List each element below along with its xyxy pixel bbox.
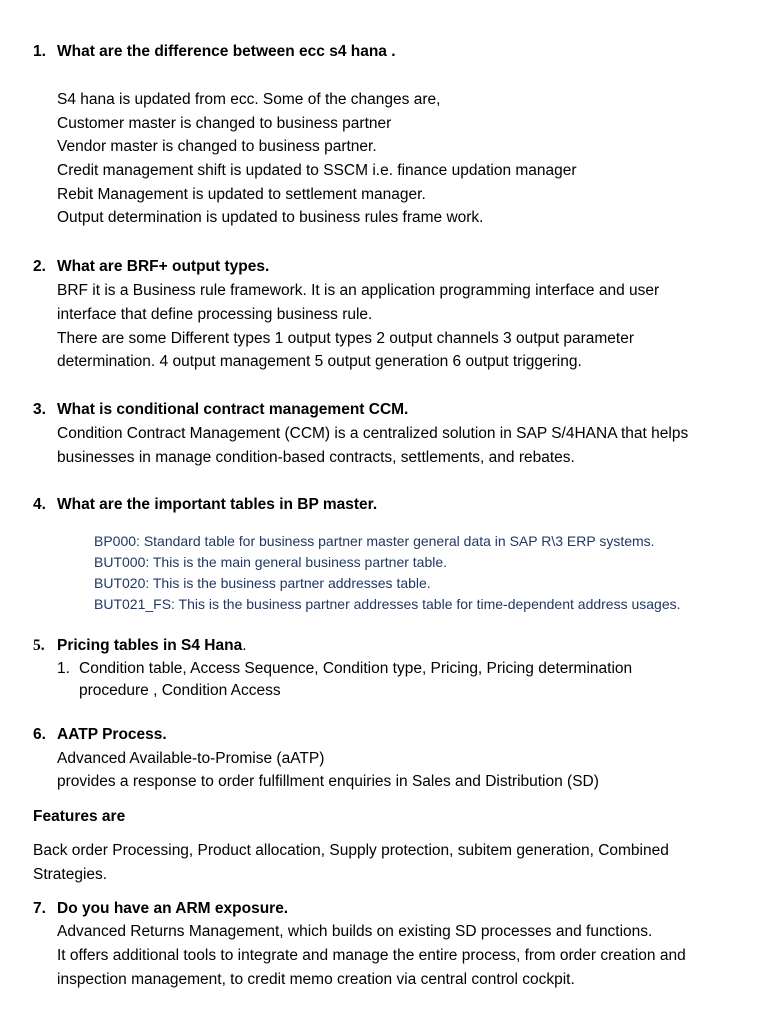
q1-line-2: Customer master is changed to business partner [57, 115, 392, 132]
bp-table-bp000: BP000: Standard table for business partner master general data in SAP R\3 ERP systems. [94, 533, 655, 549]
features-line-1: Back order Processing, Product allocation, Supply protection, subitem generation, Combined [33, 842, 669, 859]
q1-line-6: Output determination is updated to business rules frame work. [57, 209, 484, 226]
q5-sub-number: 1. [57, 660, 70, 677]
q2-line-3: There are some Different types 1 output types 2 output channels 3 output parameter [57, 330, 635, 347]
q5-title: Pricing tables in S4 Hana [57, 637, 243, 654]
q2-line-1: BRF it is a Business rule framework. It is an application programming interface and user [57, 282, 660, 299]
q1-number: 1. [33, 43, 46, 60]
q5-line-1: Condition table, Access Sequence, Condition type, Pricing, Pricing determination [79, 660, 633, 677]
q7-line-2: It offers additional tools to integrate and manage the entire process, from order creation and [57, 947, 686, 964]
bp-table-but021-fs: BUT021_FS: This is the business partner addresses table for time-dependent address usages. [94, 596, 681, 612]
q3-title: What is conditional contract management CCM. [57, 401, 409, 418]
q2-line-2: interface that define processing business rule. [57, 306, 373, 323]
q3-line-1: Condition Contract Management (CCM) is a centralized solution in SAP S/4HANA that helps [57, 425, 689, 442]
q7-title: Do you have an ARM exposure. [57, 900, 289, 917]
q7-number: 7. [33, 900, 46, 917]
q1-line-5: Rebit Management is updated to settlement manager. [57, 186, 426, 203]
q3-line-2: businesses in manage condition-based contracts, settlements, and rebates. [57, 449, 575, 466]
q5-title-suffix: . [242, 637, 247, 654]
features-line-2: Strategies. [33, 866, 108, 883]
q7-line-3: inspection management, to credit memo creation via central control cockpit. [57, 971, 575, 988]
q6-number: 6. [33, 726, 46, 743]
q6-title: AATP Process. [57, 726, 167, 743]
q2-title: What are BRF+ output types. [57, 258, 270, 275]
q7-line-1: Advanced Returns Management, which builds on existing SD processes and functions. [57, 923, 653, 940]
q5-line-2: procedure , Condition Access [79, 682, 281, 699]
q2-line-4: determination. 4 output management 5 output generation 6 output triggering. [57, 353, 582, 370]
q6-line-1: Advanced Available-to-Promise (aATP) [57, 750, 325, 767]
bp-table-but020: BUT020: This is the business partner addresses table. [94, 575, 431, 591]
q1-line-4: Credit management shift is updated to SSCM i.e. finance updation manager [57, 162, 577, 179]
q5-number: 5. [33, 637, 45, 654]
q1-line-1: S4 hana is updated from ecc. Some of the changes are, [57, 91, 441, 108]
q3-number: 3. [33, 401, 46, 418]
q1-title: What are the difference between ecc s4 hana . [57, 43, 396, 60]
q1-line-3: Vendor master is changed to business partner. [57, 138, 377, 155]
q6-line-2: provides a response to order fulfillment enquiries in Sales and Distribution (SD) [57, 773, 599, 790]
q4-title: What are the important tables in BP master. [57, 496, 378, 513]
features-heading: Features are [33, 808, 126, 825]
q4-number: 4. [33, 496, 46, 513]
q2-number: 2. [33, 258, 46, 275]
q5-title-row [57, 636, 247, 656]
bp-table-but000: BUT000: This is the main general business partner table. [94, 554, 448, 570]
